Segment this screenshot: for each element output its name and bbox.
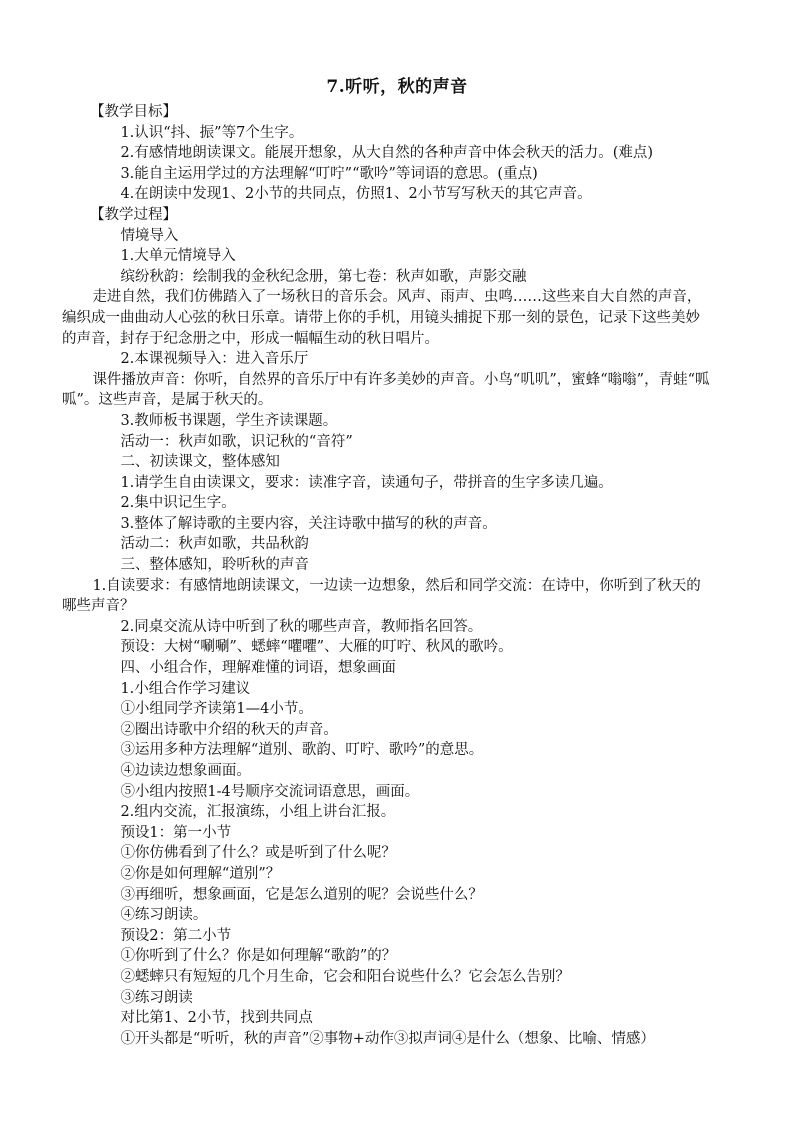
text-line: 1.请学生自由读课文，要求：读准字音，读通句子，带拼音的生字多读几遍。 <box>120 474 613 491</box>
paragraph-video: 课件播放声音：你听，自然界的音乐厅中有许多美妙的声音。小鸟“叽叽”，蜜蜂“嗡嗡”，青蛙“呱呱”。这些声音，是属于秋天的。 <box>62 371 710 409</box>
list-item: ⑤小组内按照1-4号顺序交流词语意思，画面。 <box>120 783 420 800</box>
section-heading-objectives: 【教学目标】 <box>90 104 177 120</box>
list-item: ②蟋蟀只有短短的几个月生命，它会和阳台说些什么？它会怎么告别？ <box>120 968 570 985</box>
objective-4: 4.在朗读中发现1、2小节的共同点，仿照1、2小节写写秋天的其它声音。 <box>120 186 592 203</box>
list-item: ①开头都是“听听，秋的声音”②事物+动作③拟声词④是什么（想象、比喻、情感） <box>120 1030 655 1047</box>
list-item: ①小组同学齐读第1—4小节。 <box>120 701 313 718</box>
list-item: ③运用多种方法理解“道别、歌韵、叮咛、歌吟”的意思。 <box>120 742 484 759</box>
page-title: 7.听听，秋的声音 <box>326 77 468 97</box>
paragraph-intro: 走进自然，我们仿佛踏入了一场秋日的音乐会。风声、雨声、虫鸣……这些来自大自然的声音，编织成一曲曲动人心弦的秋日乐章。请带上你的手机，用镜头捕捉下那一刻的景色，记录下这些美妙的声音，封存于纪念册之中，形成一幅幅生动的秋日唱片。 <box>62 289 702 347</box>
text-line: 预设2：第二小节 <box>120 927 232 944</box>
list-item: ①你仿佛看到了什么？或是听到了什么呢？ <box>120 845 396 862</box>
list-item: ②你是如何理解“道别”？ <box>120 865 281 882</box>
objective-3: 3.能自主运用学过的方法理解“叮咛”“歌吟”等词语的意思。(重点) <box>120 165 538 182</box>
document-body <box>62 102 710 1049</box>
text-line: 3.教师板书课题，学生齐读课题。 <box>120 412 338 429</box>
text-line: 对比第1、2小节，找到共同点 <box>120 1010 313 1027</box>
section-2-heading: 二、初读课文，整体感知 <box>120 454 280 471</box>
objective-1: 1.认识“抖、振”等7个生字。 <box>120 124 304 141</box>
section-heading-process: 【教学过程】 <box>90 206 177 223</box>
text-line: 2.集中识记生字。 <box>120 495 236 512</box>
text-line: 2.同桌交流从诗中听到了秋的哪些声音，教师指名回答。 <box>120 618 483 635</box>
list-item: ④练习朗读。 <box>120 907 208 924</box>
activity-1-heading: 活动一：秋声如歌，识记秋的“音符” <box>120 433 353 450</box>
list-item: ④边读边想象画面。 <box>120 763 251 779</box>
activity-2-heading: 活动二：秋声如歌，共品秋韵 <box>120 536 309 553</box>
list-item: ②圈出诗歌中介绍的秋天的声音。 <box>120 721 338 738</box>
objective-2: 2.有感情地朗读课文。能展开想象，从大自然的各种声音中体会秋天的活力。(难点) <box>120 145 654 162</box>
list-item: ①你听到了什么？你是如何理解“歌韵”的？ <box>120 948 397 965</box>
text-line: 1.大单元情境导入 <box>120 248 236 265</box>
list-item: ③再细听，想象画面，它是怎么道别的呢？会说些什么？ <box>120 886 483 903</box>
text-line: 情境导入 <box>120 227 179 244</box>
text-line: 缤纷秋韵：绘制我的金秋纪念册，第七卷：秋声如歌，声影交融 <box>120 268 527 285</box>
section-3-heading: 三、整体感知，聆听秋的声音 <box>120 557 309 574</box>
text-line: 2.组内交流，汇报演练，小组上讲台汇报。 <box>120 804 396 821</box>
text-line: 3.整体了解诗歌的主要内容，关注诗歌中描写的秋的声音。 <box>120 515 497 532</box>
text-line: 2.本课视频导入：进入音乐厅 <box>120 351 309 368</box>
paragraph-reading: 1.自读要求：有感情地朗读课文，一边读一边想象，然后和同学交流：在诗中，你听到了秋天的哪些声音？ <box>62 577 701 615</box>
text-line: 1.小组合作学习建议 <box>120 680 251 697</box>
section-4-heading: 四、小组合作，理解难懂的词语，想象画面 <box>120 660 396 677</box>
text-line: 预设1：第一小节 <box>120 824 232 841</box>
text-line: 预设：大树“唰唰”、蟋蟀“㘗㘗”、大雁的叮咛、秋风的歌吟。 <box>120 639 513 656</box>
list-item: ③练习朗读 <box>120 989 193 1006</box>
